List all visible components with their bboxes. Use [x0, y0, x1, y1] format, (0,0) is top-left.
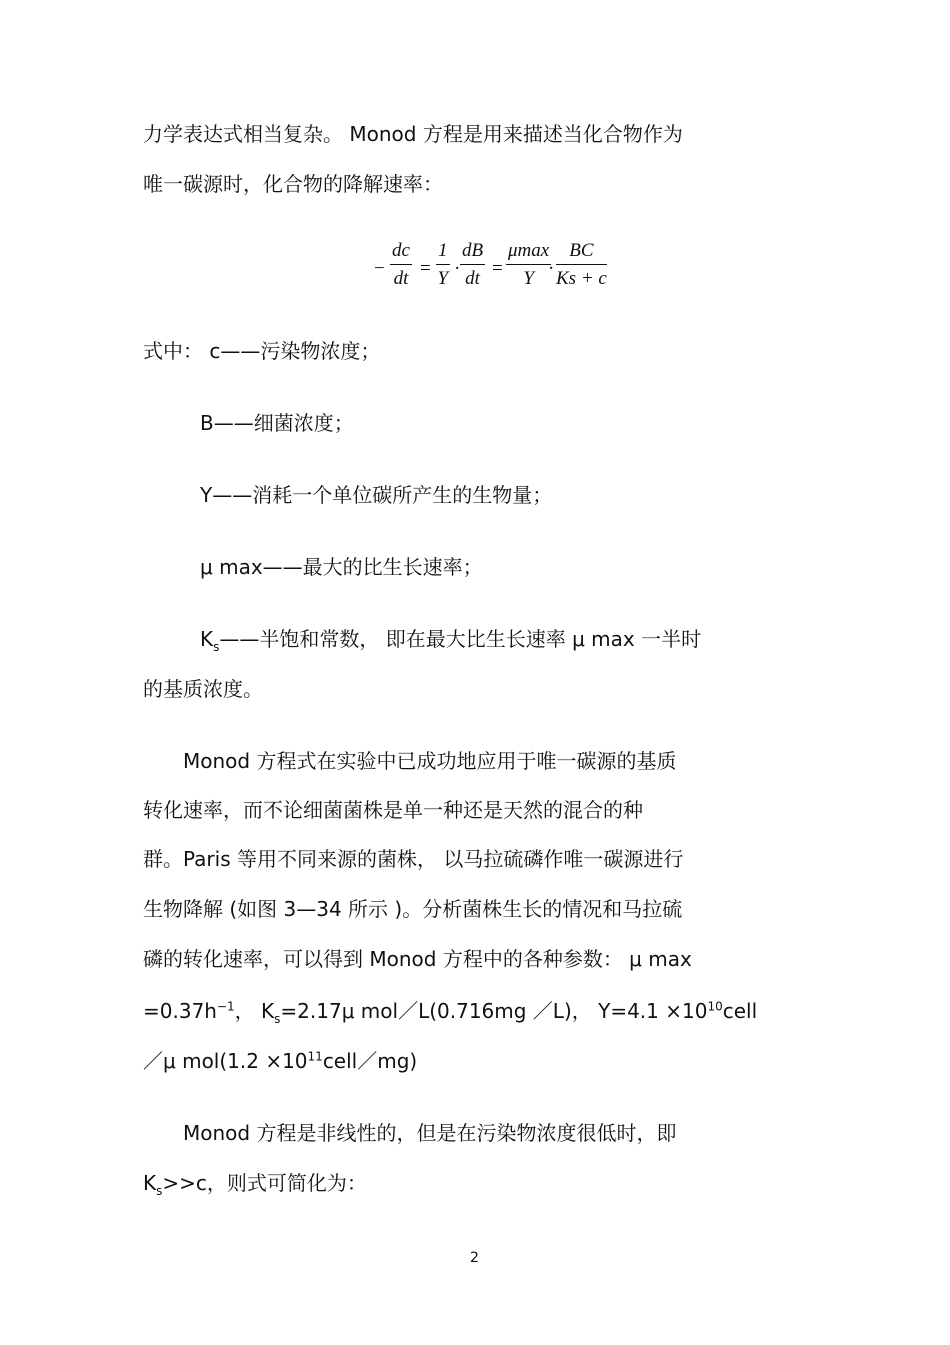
equals-sign: =: [420, 258, 431, 279]
definition-b: B——细菌浓度；: [200, 411, 354, 435]
denominator: dt: [393, 268, 409, 289]
minus-sign: −: [374, 258, 385, 279]
paragraph3-line1: Monod 方程是非线性的，但是在污染物浓度很低时，即: [183, 1121, 677, 1145]
fraction-db-dt: [460, 240, 485, 290]
ks-symbol: K: [143, 1171, 157, 1195]
ks-subscript: s: [274, 1012, 281, 1026]
simplification-text: >>c，则式可简化为：: [162, 1171, 367, 1195]
numerator: BC: [556, 240, 607, 265]
mumax-value: =0.37h: [143, 999, 217, 1023]
y-alt-value: ／μ mol(1.2 ×10: [143, 1049, 308, 1073]
y-exponent: 10: [707, 999, 723, 1014]
page-number: 2: [470, 1250, 479, 1266]
fraction-bc-ks-c: [556, 240, 607, 290]
definition-ks: [200, 627, 702, 654]
paragraph2-line1: Monod 方程式在实验中已成功地应用于唯一碳源的基质: [183, 749, 677, 773]
paragraph2-line6: [143, 999, 758, 1026]
y-unit: cell: [722, 999, 758, 1023]
numerator: μmax: [506, 240, 551, 265]
dot-operator: ·: [454, 258, 461, 279]
paragraph2-line4: 生物降解 (如图 3—34 所示 )。分析菌株生长的情况和马拉硫: [143, 897, 683, 921]
y-alt-exponent: 11: [307, 1049, 323, 1064]
denominator: dt: [465, 268, 480, 289]
definition-intro: 式中： c——污染物浓度；: [143, 339, 381, 363]
ks-label: ， K: [234, 999, 275, 1023]
denominator: Ks + c: [556, 268, 607, 289]
ks-y-values: =2.17μ mol／L(0.716mg ／L)， Y=4.1 ×10: [280, 999, 708, 1023]
fraction-1-y: [436, 240, 450, 290]
denominator: Y: [437, 268, 449, 289]
equals-sign: =: [492, 258, 503, 279]
paragraph2-line7: [143, 1049, 417, 1073]
denominator: Y: [523, 268, 534, 289]
fraction-mumax-y: [506, 240, 551, 290]
numerator: dc: [390, 240, 412, 265]
ks-description: ——半饱和常数， 即在最大比生长速率 μ max 一半时: [219, 627, 702, 651]
numerator: dB: [460, 240, 485, 265]
definition-y: Y——消耗一个单位碳所产生的生物量；: [200, 483, 553, 507]
fraction-dc-dt: [390, 240, 412, 290]
ks-subscript: s: [156, 1184, 163, 1198]
paragraph3-line2: [143, 1171, 367, 1198]
numerator: 1: [436, 240, 450, 265]
y-alt-unit: cell／mg): [322, 1049, 418, 1073]
monod-equation: [370, 238, 630, 304]
definition-mumax: μ max——最大的比生长速率；: [200, 555, 483, 579]
paragraph1-line2: 唯一碳源时，化合物的降解速率：: [143, 172, 443, 196]
mumax-unit-exponent: −1: [216, 999, 235, 1014]
ks-subscript: s: [213, 640, 220, 654]
paragraph1-line1: 力学表达式相当复杂。 Monod 方程是用来描述当化合物作为: [143, 122, 683, 146]
definition-ks-line2: 的基质浓度。: [143, 677, 263, 701]
paragraph2-line3: 群。Paris 等用不同来源的菌株， 以马拉硫磷作唯一碳源进行: [143, 847, 684, 871]
dot-operator: ·: [548, 258, 555, 279]
paragraph2-line5: 磷的转化速率，可以得到 Monod 方程中的各种参数： μ max: [143, 947, 692, 971]
ks-symbol: K: [200, 627, 214, 651]
paragraph2-line2: 转化速率，而不论细菌菌株是单一种还是天然的混合的种: [143, 798, 643, 822]
